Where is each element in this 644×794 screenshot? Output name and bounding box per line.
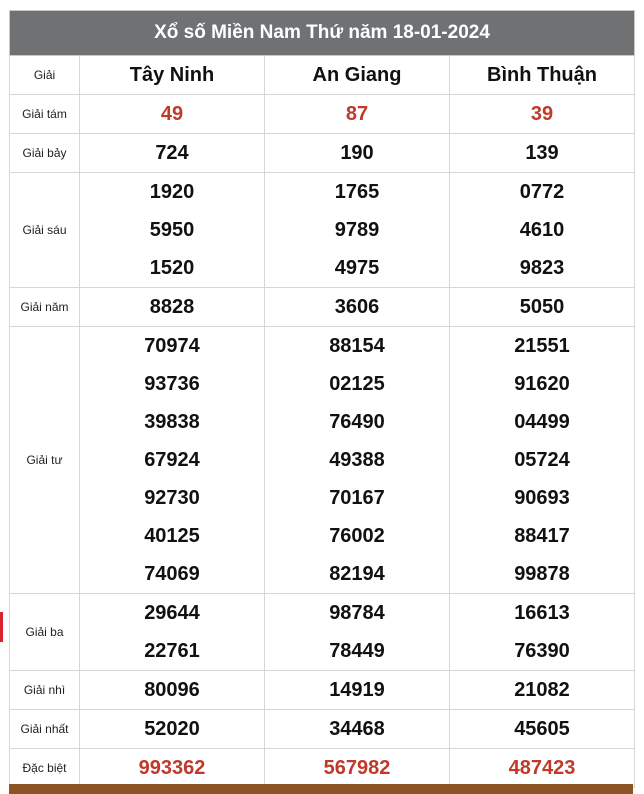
winning-number[interactable]: 87 [345, 103, 369, 125]
winning-number[interactable]: 21551 [514, 335, 570, 357]
prize-cell [80, 327, 265, 594]
winning-number[interactable]: 5050 [519, 296, 565, 318]
results-table-container [9, 10, 633, 788]
winning-number[interactable]: 567982 [323, 757, 391, 779]
prize-cell [80, 173, 265, 288]
winning-number[interactable]: 9789 [334, 219, 380, 241]
prize-cell [80, 134, 265, 173]
winning-number[interactable]: 139 [525, 142, 559, 164]
province-header[interactable]: Bình Thuận [450, 56, 635, 95]
winning-number[interactable]: 99878 [514, 563, 570, 585]
winning-number[interactable]: 0772 [519, 181, 565, 203]
winning-number[interactable]: 74069 [144, 563, 200, 585]
prize-cell [80, 749, 265, 788]
winning-number[interactable]: 88417 [514, 525, 570, 547]
prize-row [10, 594, 635, 671]
winning-number[interactable]: 80096 [144, 679, 200, 701]
winning-number[interactable]: 29644 [144, 602, 200, 624]
prize-row [10, 327, 635, 594]
winning-number[interactable]: 34468 [329, 718, 385, 740]
winning-number[interactable]: 487423 [508, 757, 576, 779]
prize-label: Giải tư [10, 327, 80, 594]
prize-cell [265, 95, 450, 134]
winning-number[interactable]: 1765 [334, 181, 380, 203]
winning-number[interactable]: 70974 [144, 335, 200, 357]
winning-number[interactable]: 9823 [519, 257, 565, 279]
prize-label: Giải nhất [10, 710, 80, 749]
prize-cell [450, 749, 635, 788]
prize-label: Giải tám [10, 95, 80, 134]
results-title: Xổ số Miền Nam Thứ năm 18-01-2024 [10, 11, 635, 56]
prize-cell [265, 288, 450, 327]
prize-label: Giải bảy [10, 134, 80, 173]
prize-cell [80, 594, 265, 671]
prize-row [10, 749, 635, 788]
prize-label: Giải sáu [10, 173, 80, 288]
winning-number[interactable]: 93736 [144, 373, 200, 395]
winning-number[interactable]: 993362 [138, 757, 206, 779]
winning-number[interactable]: 39 [530, 103, 554, 125]
winning-number[interactable]: 76002 [329, 525, 385, 547]
winning-number[interactable]: 49 [160, 103, 184, 125]
winning-number[interactable]: 45605 [514, 718, 570, 740]
winning-number[interactable]: 05724 [514, 449, 570, 471]
prize-row [10, 710, 635, 749]
prize-cell [80, 95, 265, 134]
prize-rows [10, 95, 635, 788]
prize-cell [265, 749, 450, 788]
winning-number[interactable]: 70167 [329, 487, 385, 509]
winning-number[interactable]: 8828 [149, 296, 195, 318]
winning-number[interactable]: 04499 [514, 411, 570, 433]
prize-cell [80, 710, 265, 749]
winning-number[interactable]: 3606 [334, 296, 380, 318]
prize-cell [450, 95, 635, 134]
prize-row [10, 288, 635, 327]
winning-number[interactable]: 76390 [514, 640, 570, 662]
province-header[interactable]: Tây Ninh [80, 56, 265, 95]
prize-row [10, 134, 635, 173]
prize-cell [265, 134, 450, 173]
prize-cell [265, 710, 450, 749]
prize-cell [450, 327, 635, 594]
winning-number[interactable]: 5950 [149, 219, 195, 241]
prize-label: Giải ba [10, 594, 80, 671]
winning-number[interactable]: 1520 [149, 257, 195, 279]
winning-number[interactable]: 21082 [514, 679, 570, 701]
winning-number[interactable]: 67924 [144, 449, 200, 471]
winning-number[interactable]: 88154 [329, 335, 385, 357]
winning-number[interactable]: 39838 [144, 411, 200, 433]
prize-label: Đặc biệt [10, 749, 80, 788]
winning-number[interactable]: 02125 [329, 373, 385, 395]
winning-number[interactable]: 52020 [144, 718, 200, 740]
winning-number[interactable]: 4610 [519, 219, 565, 241]
winning-number[interactable]: 1920 [149, 181, 195, 203]
prize-cell [80, 288, 265, 327]
winning-number[interactable]: 98784 [329, 602, 385, 624]
winning-number[interactable]: 91620 [514, 373, 570, 395]
prize-row [10, 95, 635, 134]
winning-number[interactable]: 724 [155, 142, 189, 164]
prize-cell [450, 134, 635, 173]
prize-cell [450, 671, 635, 710]
winning-number[interactable]: 14919 [329, 679, 385, 701]
prize-column-header: Giải [10, 56, 80, 95]
prize-cell [265, 594, 450, 671]
prize-cell [450, 173, 635, 288]
prize-cell [450, 288, 635, 327]
prize-cell [265, 671, 450, 710]
winning-number[interactable]: 190 [340, 142, 374, 164]
winning-number[interactable]: 4975 [334, 257, 380, 279]
winning-number[interactable]: 90693 [514, 487, 570, 509]
prize-label: Giải năm [10, 288, 80, 327]
prize-cell [265, 173, 450, 288]
winning-number[interactable]: 82194 [329, 563, 385, 585]
winning-number[interactable]: 49388 [329, 449, 385, 471]
footer-bar [9, 784, 633, 794]
winning-number[interactable]: 22761 [144, 640, 200, 662]
prize-label: Giải nhì [10, 671, 80, 710]
prize-cell [80, 671, 265, 710]
prize-cell [450, 710, 635, 749]
province-header[interactable]: An Giang [265, 56, 450, 95]
prize-cell [450, 594, 635, 671]
lottery-results-table [9, 10, 635, 788]
winning-number[interactable]: 76490 [329, 411, 385, 433]
prize-row [10, 173, 635, 288]
side-tab[interactable] [0, 612, 3, 642]
prize-cell [265, 327, 450, 594]
prize-row [10, 671, 635, 710]
winning-number[interactable]: 16613 [514, 602, 570, 624]
winning-number[interactable]: 92730 [144, 487, 200, 509]
winning-number[interactable]: 40125 [144, 525, 200, 547]
winning-number[interactable]: 78449 [329, 640, 385, 662]
